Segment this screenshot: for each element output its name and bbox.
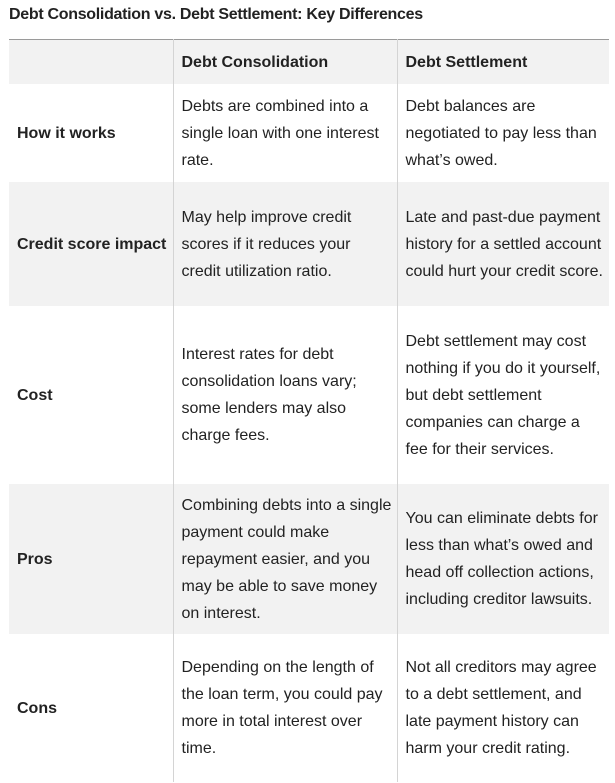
- consolidation-cell: Combining debts into a single payment could make repayment easier, and you may be able to save money on interest.: [173, 484, 397, 634]
- header-row: [9, 40, 609, 85]
- header-cell-blank: [9, 40, 173, 85]
- page-title: Debt Consolidation vs. Debt Settlement: Key Differences: [9, 6, 423, 23]
- row-label: Cost: [17, 386, 53, 404]
- header-cell-consolidation: Debt Consolidation: [173, 40, 397, 85]
- row-label: Cons: [17, 699, 57, 717]
- row-label: Pros: [17, 550, 53, 568]
- consolidation-cell: May help improve credit scores if it reduces your credit utilization ratio.: [173, 182, 397, 306]
- consolidation-cell: Debts are combined into a single loan with one interest rate.: [173, 84, 397, 182]
- table-row: [9, 182, 609, 306]
- settlement-cell: You can eliminate debts for less than what’s owed and head off collection actions, including creditor lawsuits.: [397, 484, 609, 634]
- consolidation-cell: Depending on the length of the loan term, you could pay more in total interest over time.: [173, 634, 397, 782]
- comparison-table: [9, 39, 609, 782]
- settlement-cell: Debt settlement may cost nothing if you do it yourself, but debt settlement companies can charge a fee for their services.: [397, 306, 609, 484]
- settlement-cell: Not all creditors may agree to a debt settlement, and late payment history can harm your credit rating.: [397, 634, 609, 782]
- table-row: [9, 634, 609, 782]
- table-row: [9, 484, 609, 634]
- row-label: How it works: [17, 124, 116, 142]
- settlement-cell: Late and past-due payment history for a settled account could hurt your credit score.: [397, 182, 609, 306]
- consolidation-cell: Interest rates for debt consolidation loans vary; some lenders may also charge fees.: [173, 306, 397, 484]
- header-cell-settlement: Debt Settlement: [397, 40, 609, 85]
- row-label: Credit score impact: [17, 235, 167, 253]
- table-row: [9, 306, 609, 484]
- table-row: [9, 84, 609, 182]
- settlement-cell: Debt balances are negotiated to pay less than what’s owed.: [397, 84, 609, 182]
